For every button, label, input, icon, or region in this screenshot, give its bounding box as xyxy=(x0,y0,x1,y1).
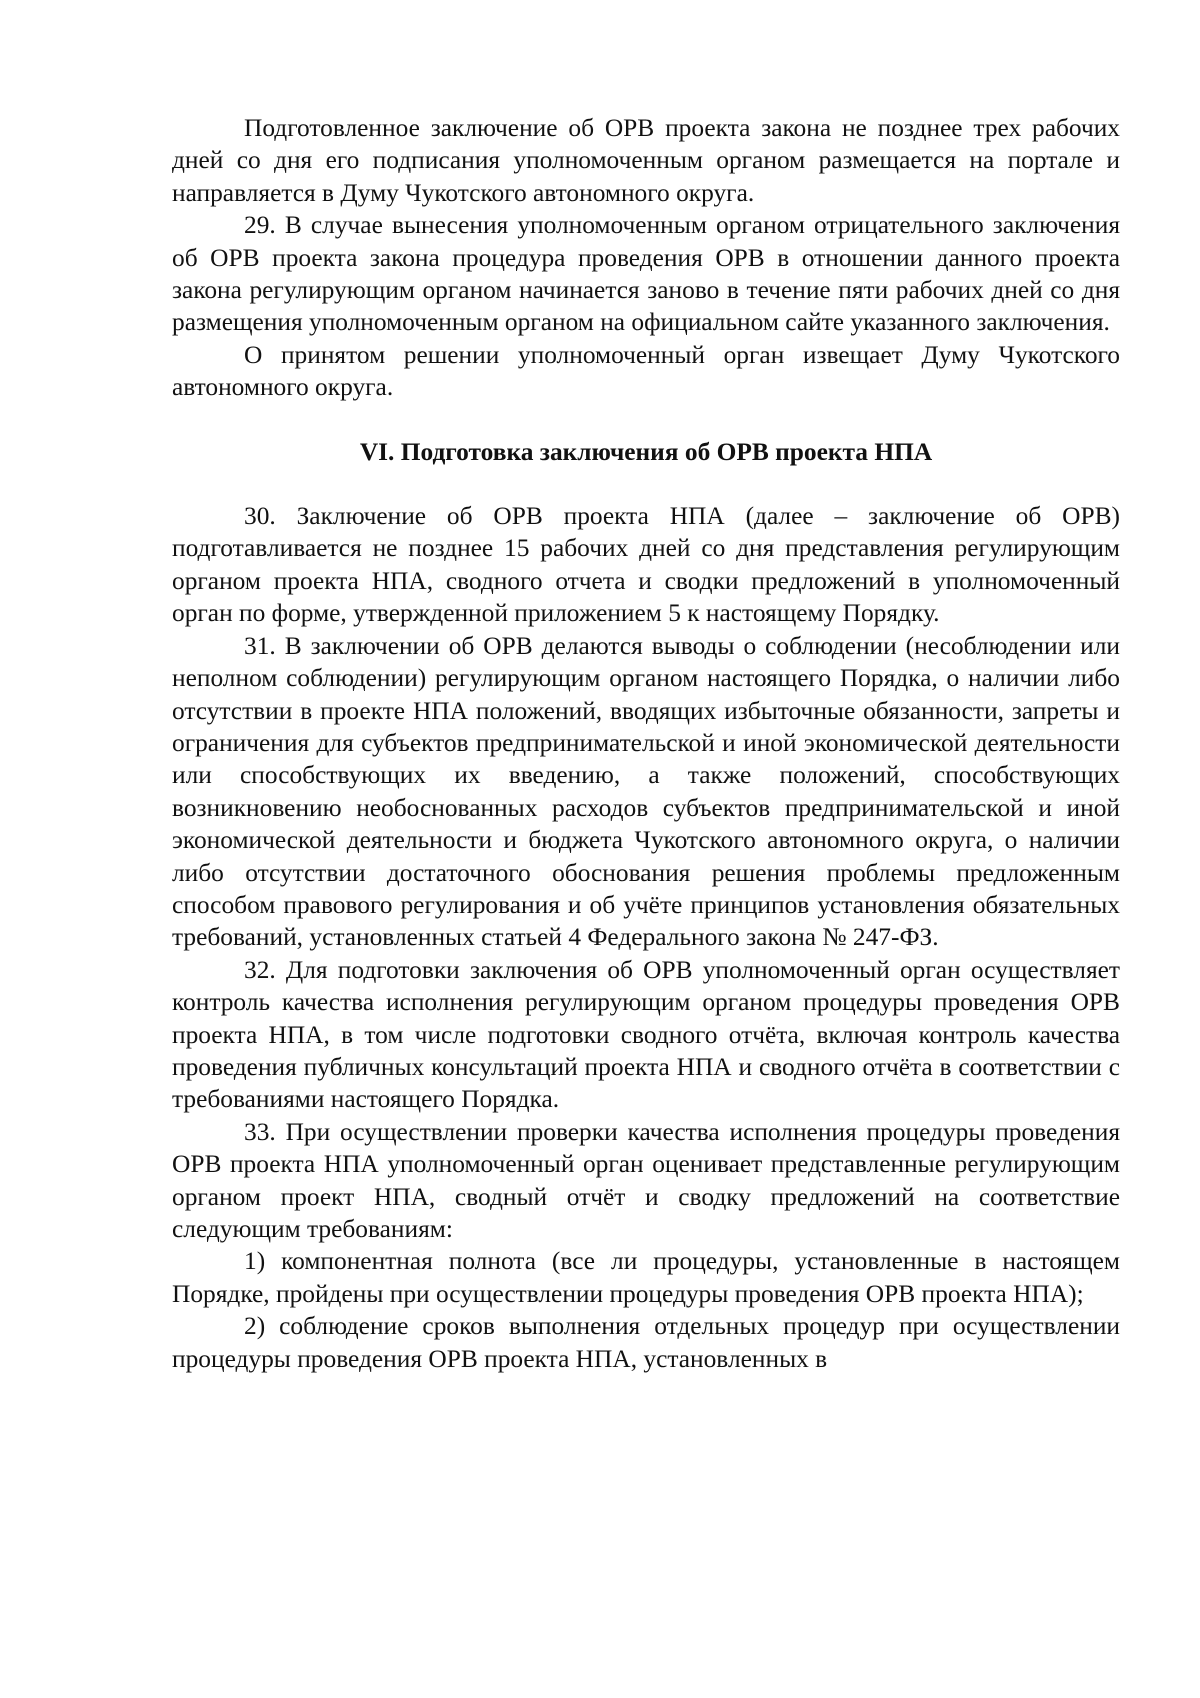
paragraph-33: 33. При осуществлении проверки качества исполнения процедуры проведения ОРВ проекта НПА уполномоченный орган оценивает представленные регулирующим органом проект НПА, сводный отчёт и сводку предложений на соответствие следующим требованиям: xyxy=(172,1117,1120,1243)
paragraph-conclusion-publication: Подготовленное заключение об ОРВ проекта закона не позднее трех рабочих дней со дня его подписания уполномоченным органом размещается на портале и направляется в Думу Чукотского автономного округа. xyxy=(172,114,1120,207)
paragraph-decision-notice: О принятом решении уполномоченный орган извещает Думу Чукотского автономного округа. xyxy=(172,340,1120,402)
paragraph-30: 30. Заключение об ОРВ проекта НПА (далее – заключение об ОРВ) подготавливается не позднее 15 рабочих дней со дня представления регулирующим органом проекта НПА, сводного отчета и сводки предложений в уполномоченный орган по форме, утвержденной приложением 5 к настоящему Порядку. xyxy=(172,502,1120,628)
list-item-2: 2) соблюдение сроков выполнения отдельных процедур при осуществлении процедуры проведения ОРВ проекта НПА, установленных в xyxy=(172,1312,1120,1373)
section-heading: VI. Подготовка заключения об ОРВ проекта НПА xyxy=(359,437,933,466)
list-item-1: 1) компонентная полнота (все ли процедуры, установленные в настоящем Порядке, пройдены при осуществлении процедуры проведения ОРВ проекта НПА); xyxy=(172,1247,1120,1308)
paragraph-32: 32. Для подготовки заключения об ОРВ уполномоченный орган осуществляет контроль качества исполнения регулирующим органом процедуры проведения ОРВ проекта НПА, в том числе подготовки сводного отчёта, включая контроль качества проведения публичных консультаций проекта НПА и сводного отчёта в соответствии с требованиями настоящего Порядка. xyxy=(172,955,1120,1114)
paragraph-29: 29. В случае вынесения уполномоченным органом отрицательного заключения об ОРВ проекта закона процедура проведения ОРВ в отношении данного проекта закона регулирующим органом начинается заново в течение пяти рабочих дней со дня размещения уполномоченным органом на официальном сайте указанного заключения. xyxy=(172,211,1120,337)
paragraph-31: 31. В заключении об ОРВ делаются выводы о соблюдении (несоблюдении или неполном соблюдении) регулирующим органом настоящего Порядка, о наличии либо отсутствии в проекте НПА положений, вводящих избыточные обязанности, запреты и ограничения для субъектов предпринимательской и иной экономической деятельности или способствующих их введению, а также положений, способствующих возникновению необоснованных расходов субъектов предпринимательской и иной экономической деятельности и бюджета Чукотского автономного округа, о наличии либо отсутствии достаточного обоснования решения проблемы предложенным способом правового регулирования и об учёте принципов установления обязательных требований, установленных статьей 4 Федерального закона № 247-ФЗ. xyxy=(172,631,1120,952)
